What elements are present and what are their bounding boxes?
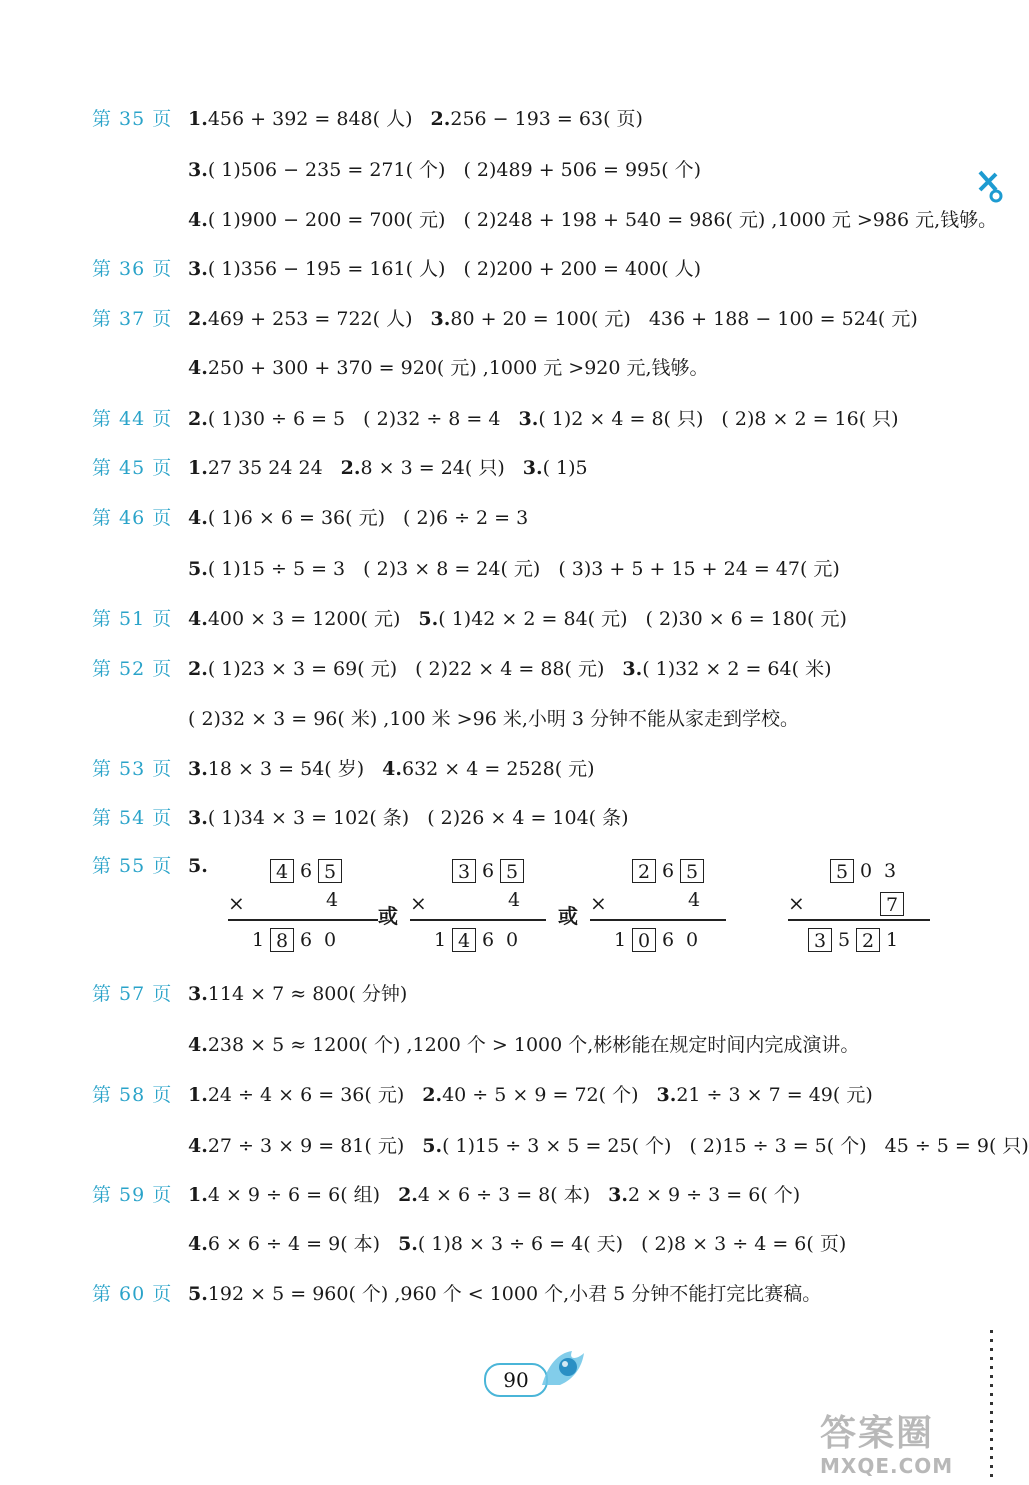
question-number: 2. [398, 1184, 418, 1206]
answer-expression: ( 2)6 ÷ 2 = 3 [403, 507, 529, 529]
question-number: 4. [188, 1135, 208, 1157]
answer-text [188, 450, 588, 486]
page-label: 第 46 页 [92, 507, 173, 529]
answer-box: 7 [880, 892, 904, 916]
page-label: 第 54 页 [92, 807, 173, 829]
answer-expression: 24 ÷ 4 × 6 = 36( 元) [207, 1084, 405, 1106]
times-sign: × [410, 891, 427, 915]
answer-expression: 256 − 193 = 63( 页) [450, 108, 643, 130]
question-number: 4. [188, 1034, 208, 1056]
answer-expression: 18 × 3 = 54( 岁) [207, 758, 365, 780]
question-number: 2. [340, 457, 361, 479]
answer-expression: ( 2)3 × 8 = 24( 元) [363, 558, 541, 580]
result-line [788, 919, 930, 921]
question-number: 5. [398, 1233, 418, 1255]
digit: 1 [613, 929, 627, 951]
answer-expression: 469 + 253 = 722( 人) [207, 308, 413, 330]
answer-expression: 80 + 20 = 100( 元) [450, 308, 631, 330]
answer-text [188, 350, 709, 386]
answer-box: 0 [632, 928, 656, 952]
water-splash-icon [538, 1345, 588, 1391]
answer-text [188, 251, 701, 287]
question-number: 5. [188, 855, 208, 877]
question-number: 1. [188, 1184, 208, 1206]
answer-text [188, 1027, 859, 1063]
answer-expression: ( 1)900 − 200 = 700( 元) [207, 209, 446, 231]
answer-expression: 4 × 9 ÷ 6 = 6( 组) [207, 1184, 381, 1206]
page-label: 第 51 页 [92, 608, 173, 630]
answer-expression: 45 ÷ 5 = 9( 只) [884, 1135, 1029, 1157]
digit: 3 [883, 860, 897, 882]
answer-text [188, 1177, 800, 1213]
question-number: 1. [188, 457, 208, 479]
answer-text [188, 800, 629, 836]
answer-expression: 8 × 3 = 24( 只) [360, 457, 505, 479]
digit: 1 [433, 929, 447, 951]
or-label: 或 [378, 904, 398, 928]
answer-expression: ( 1)15 ÷ 3 × 5 = 25( 个) [442, 1135, 672, 1157]
answer-expression: ( 3)3 + 5 + 15 + 24 = 47( 元) [558, 558, 840, 580]
question-number: 5. [418, 608, 439, 630]
multiplier: 4 [508, 889, 521, 911]
page-label: 第 59 页 [92, 1184, 173, 1206]
answer-expression: 2 × 9 ÷ 3 = 6( 个) [627, 1184, 801, 1206]
result-line [410, 919, 546, 921]
answer-expression: ( 1)2 × 4 = 8( 只) [538, 408, 704, 430]
answer-expression: 27 35 24 24 [207, 457, 323, 479]
digit: 6 [481, 929, 495, 951]
answer-box: 5 [680, 859, 704, 883]
page-label: 第 52 页 [92, 658, 173, 680]
answer-text [188, 601, 847, 637]
question-number: 4. [188, 507, 208, 529]
question-number: 3. [188, 807, 208, 829]
answer-expression: ( 2)32 ÷ 8 = 4 [363, 408, 501, 430]
question-number: 5. [188, 1283, 208, 1305]
question-number: 3. [518, 408, 539, 430]
page-label: 第 35 页 [92, 108, 173, 130]
answer-text [188, 1226, 846, 1262]
answer-expression: ( 2)200 + 200 = 400( 人) [463, 258, 702, 280]
page-label: 第 60 页 [92, 1283, 173, 1305]
digit: 0 [505, 929, 519, 951]
answer-expression: 6 × 6 ÷ 4 = 9( 本) [207, 1233, 381, 1255]
answer-expression: 632 × 4 = 2528( 元) [402, 758, 595, 780]
answer-text [188, 848, 208, 884]
answer-text [188, 701, 799, 737]
question-number: 1. [188, 1084, 208, 1106]
question-number: 4. [382, 758, 402, 780]
answer-expression: 114 × 7 ≈ 800( 分钟) [207, 983, 408, 1005]
answer-expression: ( 1)356 − 195 = 161( 人) [207, 258, 446, 280]
answer-text [188, 651, 831, 687]
digit: 6 [299, 929, 313, 951]
digit: 1 [885, 929, 899, 951]
answer-expression: ( 1)506 − 235 = 271( 个) [207, 159, 446, 181]
question-number: 5. [188, 558, 208, 580]
answer-expression: ( 2)248 + 198 + 540 = 986( 元) ,1000 元 >986 元,钱够。 [463, 209, 998, 231]
or-label: 或 [558, 904, 578, 928]
watermark-title: 答案圈 [820, 1413, 935, 1454]
digit: 6 [481, 860, 495, 882]
answer-expression: 192 × 5 = 960( 个) ,960 个 < 1000 个,小君 5 分钟不能打完比赛稿。 [207, 1283, 822, 1305]
answer-expression: ( 1)32 × 2 = 64( 米) [642, 658, 832, 680]
question-number: 4. [188, 209, 208, 231]
digit: 1 [251, 929, 265, 951]
answer-box: 4 [452, 928, 476, 952]
answer-text [188, 202, 997, 238]
answer-expression: ( 2)22 × 4 = 88( 元) [415, 658, 605, 680]
answer-expression: 4 × 6 ÷ 3 = 8( 本) [417, 1184, 591, 1206]
answer-box: 2 [856, 928, 880, 952]
answer-expression: ( 1)6 × 6 = 36( 元) [207, 507, 386, 529]
multiplier: 4 [326, 889, 339, 911]
question-number: 3. [608, 1184, 628, 1206]
answer-expression: ( 1)23 × 3 = 69( 元) [207, 658, 398, 680]
digit: 0 [859, 860, 873, 882]
answer-text [188, 500, 528, 536]
digit: 6 [661, 860, 675, 882]
page-number: 90 [484, 1363, 548, 1397]
page-label: 第 53 页 [92, 758, 173, 780]
answer-expression: ( 1)8 × 3 ÷ 6 = 4( 天) [417, 1233, 624, 1255]
answer-box: 5 [830, 859, 854, 883]
question-number: 2. [188, 308, 208, 330]
answer-box: 4 [270, 859, 294, 883]
page-label: 第 55 页 [92, 855, 173, 877]
answer-text [188, 101, 643, 137]
answer-expression: ( 2)26 × 4 = 104( 条) [427, 807, 629, 829]
answer-text [188, 152, 701, 188]
answer-text [188, 976, 407, 1012]
times-sign: × [590, 891, 607, 915]
question-number: 3. [188, 258, 208, 280]
multiplier: 4 [688, 889, 701, 911]
answer-text [188, 301, 918, 337]
answer-expression: ( 1)42 × 2 = 84( 元) [438, 608, 628, 630]
question-number: 2. [430, 108, 451, 130]
answer-text [188, 1276, 821, 1312]
answer-expression: ( 2)15 ÷ 3 = 5( 个) [689, 1135, 867, 1157]
page-label: 第 58 页 [92, 1084, 173, 1106]
times-sign: × [228, 891, 245, 915]
page-label: 第 57 页 [92, 983, 173, 1005]
answer-expression: 456 + 392 = 848( 人) [207, 108, 413, 130]
question-number: 3. [622, 658, 643, 680]
answer-expression: ( 1)15 ÷ 5 = 3 [207, 558, 346, 580]
answer-expression: ( 2)32 × 3 = 96( 米) ,100 米 >96 米,小明 3 分钟不能从家走到学校。 [188, 708, 800, 730]
answer-expression: 436 + 188 − 100 = 524( 元) [648, 308, 918, 330]
question-number: 3. [430, 308, 451, 330]
watermark [820, 1405, 995, 1478]
answer-text [188, 401, 899, 437]
result-line [590, 919, 726, 921]
question-number: 1. [188, 108, 208, 130]
question-number: 3. [656, 1084, 677, 1106]
question-number: 3. [188, 983, 208, 1005]
answer-box: 3 [808, 928, 832, 952]
digit: 6 [299, 860, 313, 882]
question-number: 2. [188, 408, 208, 430]
answer-expression: 21 ÷ 3 × 7 = 49( 元) [676, 1084, 873, 1106]
answer-expression: ( 2)30 × 6 = 180( 元) [645, 608, 847, 630]
answer-text [188, 551, 840, 587]
answer-box: 5 [500, 859, 524, 883]
answer-expression: 250 + 300 + 370 = 920( 元) ,1000 元 >920 元,钱够。 [207, 357, 709, 379]
page-label: 第 44 页 [92, 408, 173, 430]
times-sign: × [788, 891, 805, 915]
digit: 5 [837, 929, 851, 951]
question-number: 3. [188, 758, 208, 780]
answer-expression: ( 2)489 + 506 = 995( 个) [463, 159, 702, 181]
watermark-url: MXQE.COM [820, 1454, 954, 1478]
question-number: 4. [188, 357, 208, 379]
answer-expression: ( 2)8 × 2 = 16( 只) [721, 408, 899, 430]
question-number: 3. [188, 159, 208, 181]
digit: 0 [323, 929, 337, 951]
question-number: 2. [188, 658, 208, 680]
page-label: 第 36 页 [92, 258, 173, 280]
digit: 0 [685, 929, 699, 951]
answer-expression: ( 1)5 [542, 457, 588, 479]
page-label: 第 37 页 [92, 308, 173, 330]
answer-box: 2 [632, 859, 656, 883]
answer-text [188, 1128, 1029, 1164]
answer-text [188, 1077, 873, 1113]
answer-text [188, 751, 595, 787]
question-number: 5. [422, 1135, 443, 1157]
answer-box: 3 [452, 859, 476, 883]
answer-expression: ( 1)34 × 3 = 102( 条) [207, 807, 410, 829]
result-line [228, 919, 378, 921]
answer-expression: 27 ÷ 3 × 9 = 81( 元) [207, 1135, 405, 1157]
answer-expression: ( 2)8 × 3 ÷ 4 = 6( 页) [641, 1233, 847, 1255]
answer-expression: 400 × 3 = 1200( 元) [207, 608, 401, 630]
question-number: 4. [188, 1233, 208, 1255]
answer-box: 8 [270, 928, 294, 952]
question-number: 2. [422, 1084, 443, 1106]
page-label: 第 45 页 [92, 457, 173, 479]
answer-expression: ( 1)30 ÷ 6 = 5 [207, 408, 346, 430]
scissors-icon [976, 166, 1000, 206]
question-number: 4. [188, 608, 208, 630]
digit: 6 [661, 929, 675, 951]
answer-box: 5 [318, 859, 342, 883]
answer-expression: 238 × 5 ≈ 1200( 个) ,1200 个 > 1000 个,彬彬能在规定时间内完成演讲。 [207, 1034, 860, 1056]
answer-expression: 40 ÷ 5 × 9 = 72( 个) [442, 1084, 639, 1106]
question-number: 3. [522, 457, 543, 479]
